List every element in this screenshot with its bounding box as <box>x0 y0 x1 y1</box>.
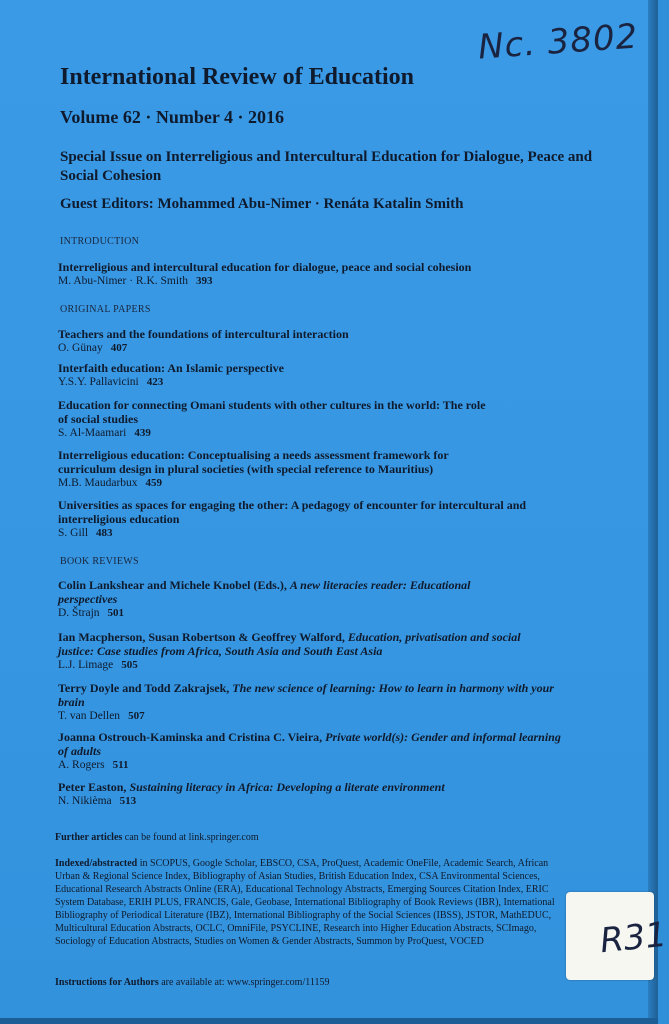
page-number: 439 <box>134 427 151 439</box>
section-introduction: INTRODUCTION <box>60 236 140 247</box>
article-authors: O. Günay <box>58 342 103 354</box>
review-authors: Colin Lankshear and Michele Knobel (Eds.), <box>58 578 290 592</box>
article-authors: M. Abu-Nimer · R.K. Smith <box>58 275 189 287</box>
review-book-title: The new science of learning: How to learn in harmony with your brain <box>58 681 554 709</box>
article-title: Interreligious and intercultural education for dialogue, peace and social cohesion <box>58 260 472 274</box>
review-entry <box>58 681 578 723</box>
review-authors: Terry Doyle and Todd Zakrajsek, <box>58 681 233 695</box>
instructions-note: Instructions for Authors are available at: www.springer.com/11159 <box>55 977 330 988</box>
page-number: 507 <box>128 710 145 722</box>
page-number: 511 <box>112 759 129 771</box>
further-articles-note: Further articles can be found at link.springer.com <box>55 832 259 843</box>
review-entry <box>58 578 528 620</box>
review-book-title: Private world(s): Gender and informal learning of adults <box>58 730 561 758</box>
review-entry <box>58 630 528 672</box>
page-number: 407 <box>110 342 128 354</box>
article-title: Interreligious education: Conceptualising a needs assessment framework for curriculum design in plural societies (with special reference to Mauritius) <box>58 448 449 476</box>
article-title: Education for connecting Omani students with other cultures in the world: The role of social studies <box>58 398 486 426</box>
page-number: 459 <box>145 477 163 489</box>
intro-entry <box>58 260 578 288</box>
paper-entry <box>58 361 578 389</box>
reviewer: D. Štrajn <box>58 607 100 619</box>
article-authors: S. Gill <box>58 527 89 539</box>
reviewer: L.J. Limage <box>58 659 114 671</box>
article-title: Universities as spaces for engaging the other: A pedagogy of encounter for intercultural and interreligious education <box>58 498 527 526</box>
page-number: 501 <box>107 607 125 619</box>
page-number: 513 <box>119 795 137 807</box>
guest-editors: Guest Editors: Mohammed Abu-Nimer · Renáta Katalin Smith <box>60 196 464 212</box>
cover-edge <box>648 0 658 1024</box>
sticker-handwriting: R31 <box>598 914 669 962</box>
page-number: 423 <box>146 376 164 388</box>
review-authors: Peter Easton, <box>58 780 130 794</box>
page-number: 505 <box>121 659 138 671</box>
paper-entry <box>58 498 558 540</box>
paper-entry <box>58 448 508 490</box>
paper-entry <box>58 327 578 355</box>
article-authors: S. Al-Maamari <box>58 427 127 439</box>
article-authors: Y.S.Y. Pallavicini <box>58 376 139 388</box>
review-authors: Joanna Ostrouch-Kaminska and Cristina C. Vieira, <box>58 730 326 744</box>
article-title: Teachers and the foundations of intercultural interaction <box>58 327 349 341</box>
cover-bottom-edge <box>0 1018 658 1024</box>
section-book-reviews: BOOK REVIEWS <box>60 556 139 567</box>
paper-entry <box>58 398 488 440</box>
reviewer: A. Rogers <box>58 759 105 771</box>
article-title: Interfaith education: An Islamic perspective <box>58 361 284 375</box>
page-number: 483 <box>96 527 113 539</box>
journal-title: International Review of Education <box>60 64 414 90</box>
review-entry <box>58 730 568 772</box>
reviewer: T. van Dellen <box>58 710 121 722</box>
page-number: 393 <box>196 275 213 287</box>
review-authors: Ian Macpherson, Susan Robertson & Geoffrey Walford, <box>58 630 348 644</box>
review-entry <box>58 780 578 808</box>
volume-line: Volume 62 · Number 4 · 2016 <box>60 107 285 127</box>
special-issue-title: Special Issue on Interreligious and Intercultural Education for Dialogue, Peace and Social Cohesion <box>60 149 593 184</box>
reviewer: N. Nikièma <box>58 795 112 807</box>
review-book-title: Sustaining literacy in Africa: Developing a literate environment <box>129 780 445 794</box>
indexing-note: Indexed/abstracted in SCOPUS, Google Scholar, EBSCO, CSA, ProQuest, Academic OneFile, Academic Search, African Urban & Regional Science Index, Bibliography of Asian Studies, British Education Index, CSA Environmental Sciences, Educational Research Abstracts Online (ERA), Educational Technology Abstracts, Emerging Sources Citation Index, ERIC System Database, ERIH PLUS, FRANCIS, Gale, Geobase, International Bibliography of Book Reviews (IBR), International Bibliography of Periodical Literature (IBZ), International Bibliography of the Social Sciences (IBSS), JSTOR, MathEDUC, Multicultural Education Abstracts, OCLC, OmniFile, PSYCLINE, Research into Higher Education Abstracts, SCImago, Sociology of Education Abstracts, Studies on Women & Gender Abstracts, Summon by ProQuest, VOCED <box>55 858 555 947</box>
handwritten-note: Nc. 3802 <box>476 16 640 68</box>
section-original-papers: ORIGINAL PAPERS <box>60 304 151 315</box>
review-book-title: A new literacies reader: Educational perspectives <box>58 578 471 606</box>
review-book-title: Education, privatisation and social justice: Case studies from Africa, South Asia and South East Asia <box>58 630 521 658</box>
article-authors: M.B. Maudarbux <box>58 477 138 489</box>
